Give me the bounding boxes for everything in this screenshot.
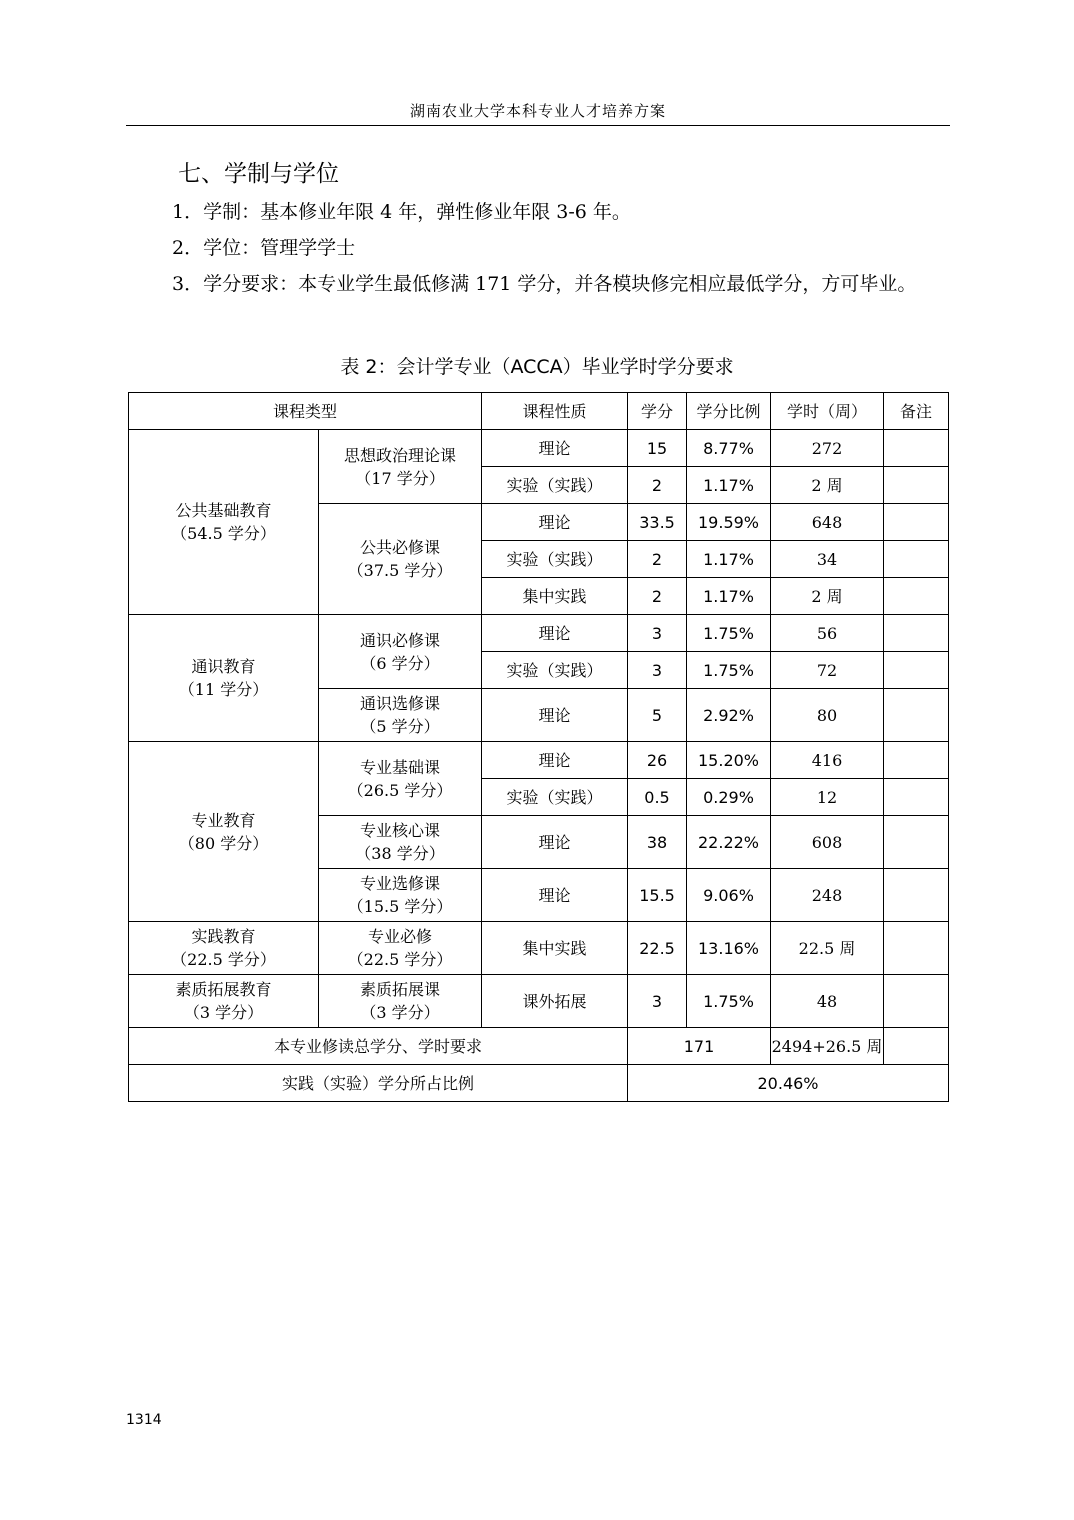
course-category bbox=[129, 922, 319, 975]
course-nature-cell: 理论 bbox=[482, 869, 628, 922]
note-cell bbox=[884, 430, 949, 467]
total-credits: 171 bbox=[628, 1028, 771, 1065]
hours-cell: 416 bbox=[771, 742, 884, 779]
course-nature-cell: 实验（实践） bbox=[482, 467, 628, 504]
credit-ratio-cell: 22.22% bbox=[687, 816, 771, 869]
subcategory-credit: （17 学分） bbox=[355, 468, 445, 488]
note-cell bbox=[884, 467, 949, 504]
table-row bbox=[129, 742, 949, 779]
category-credit: （22.5 学分） bbox=[171, 950, 276, 969]
category-name: 通识教育 bbox=[191, 657, 256, 676]
credit-ratio-cell: 9.06% bbox=[687, 869, 771, 922]
table-row bbox=[129, 615, 949, 652]
credit-cell: 33.5 bbox=[628, 504, 687, 541]
course-subcategory bbox=[319, 504, 482, 615]
total-row bbox=[129, 1028, 949, 1065]
note-cell bbox=[884, 922, 949, 975]
header-credit-ratio: 学分比例 bbox=[687, 393, 771, 430]
credit-cell: 38 bbox=[628, 816, 687, 869]
credit-ratio-cell: 8.77% bbox=[687, 430, 771, 467]
course-subcategory bbox=[319, 430, 482, 504]
header-course-nature: 课程性质 bbox=[482, 393, 628, 430]
hours-cell: 2 周 bbox=[771, 467, 884, 504]
hours-cell: 608 bbox=[771, 816, 884, 869]
note-cell bbox=[884, 689, 949, 742]
table-row bbox=[129, 922, 949, 975]
credit-cell: 15.5 bbox=[628, 869, 687, 922]
credit-cell: 2 bbox=[628, 578, 687, 615]
credit-ratio-cell: 0.29% bbox=[687, 779, 771, 816]
category-credit: （80 学分） bbox=[178, 833, 269, 853]
category-credit: （3 学分） bbox=[183, 1003, 264, 1022]
course-nature-cell: 实验（实践） bbox=[482, 541, 628, 578]
note-cell bbox=[884, 504, 949, 541]
credit-ratio-cell: 1.17% bbox=[687, 467, 771, 504]
course-nature-cell: 理论 bbox=[482, 816, 628, 869]
subcategory-name: 专业必修 bbox=[368, 927, 433, 946]
credit-ratio-cell: 1.75% bbox=[687, 975, 771, 1028]
total-label: 本专业修读总学分、学时要求 bbox=[129, 1028, 628, 1065]
hours-cell: 272 bbox=[771, 430, 884, 467]
subcategory-credit: （37.5 学分） bbox=[347, 561, 453, 580]
practice-ratio-label: 实践（实验）学分所占比例 bbox=[129, 1065, 628, 1102]
credit-cell: 5 bbox=[628, 689, 687, 742]
header-course-type: 课程类型 bbox=[129, 393, 482, 430]
total-hours: 2494+26.5 周 bbox=[771, 1028, 884, 1065]
subcategory-credit: （3 学分） bbox=[360, 1003, 440, 1022]
category-name: 素质拓展教育 bbox=[175, 980, 272, 999]
credit-cell: 15 bbox=[628, 430, 687, 467]
note-cell bbox=[884, 779, 949, 816]
credit-cell: 22.5 bbox=[628, 922, 687, 975]
credit-cell: 2 bbox=[628, 541, 687, 578]
credit-cell: 2 bbox=[628, 467, 687, 504]
course-category bbox=[129, 742, 319, 922]
note-cell bbox=[884, 742, 949, 779]
practice-ratio-value: 20.46% bbox=[628, 1065, 949, 1102]
course-category bbox=[129, 615, 319, 742]
credit-ratio-cell: 1.75% bbox=[687, 615, 771, 652]
course-subcategory bbox=[319, 816, 482, 869]
table-row bbox=[129, 430, 949, 467]
subcategory-name: 专业基础课 bbox=[360, 757, 441, 777]
course-subcategory bbox=[319, 615, 482, 689]
subcategory-credit: （15.5 学分） bbox=[347, 897, 453, 916]
note-cell bbox=[884, 869, 949, 922]
practice-ratio-row bbox=[129, 1065, 949, 1102]
subcategory-credit: （26.5 学分） bbox=[347, 780, 453, 800]
credit-requirements-table bbox=[128, 392, 949, 1102]
hours-cell: 12 bbox=[771, 779, 884, 816]
page-header: 湖南农业大学本科专业人才培养方案 bbox=[409, 102, 666, 120]
item-degree: 2．学位：管理学学士 bbox=[172, 237, 356, 259]
table-header-row bbox=[129, 393, 949, 430]
note-cell bbox=[884, 541, 949, 578]
course-category bbox=[129, 975, 319, 1028]
header-hours: 学时（周） bbox=[771, 393, 884, 430]
note-cell bbox=[884, 615, 949, 652]
course-subcategory bbox=[319, 975, 482, 1028]
credit-ratio-cell: 1.17% bbox=[687, 578, 771, 615]
credit-cell: 0.5 bbox=[628, 779, 687, 816]
course-nature-cell: 实验（实践） bbox=[482, 652, 628, 689]
subcategory-credit: （6 学分） bbox=[360, 653, 440, 673]
hours-cell: 248 bbox=[771, 869, 884, 922]
hours-cell: 72 bbox=[771, 652, 884, 689]
subcategory-credit: （22.5 学分） bbox=[347, 950, 453, 969]
credit-ratio-cell: 1.75% bbox=[687, 652, 771, 689]
course-nature-cell: 实验（实践） bbox=[482, 779, 628, 816]
course-nature-cell: 理论 bbox=[482, 689, 628, 742]
hours-cell: 22.5 周 bbox=[771, 922, 884, 975]
note-cell bbox=[884, 816, 949, 869]
item-credit-requirement: 3．学分要求：本专业学生最低修满 171 学分，并各模块修完相应最低学分，方可毕业。 bbox=[172, 273, 917, 295]
subcategory-name: 专业核心课 bbox=[360, 821, 441, 840]
subcategory-credit: （38 学分） bbox=[355, 844, 445, 863]
note-cell bbox=[884, 975, 949, 1028]
course-nature-cell: 集中实践 bbox=[482, 578, 628, 615]
subcategory-name: 通识必修课 bbox=[360, 630, 441, 650]
category-credit: （11 学分） bbox=[178, 680, 269, 699]
subcategory-credit: （5 学分） bbox=[360, 717, 440, 736]
total-note bbox=[884, 1028, 949, 1065]
subcategory-name: 素质拓展课 bbox=[360, 980, 441, 999]
hours-cell: 80 bbox=[771, 689, 884, 742]
item-duration: 1．学制：基本修业年限 4 年，弹性修业年限 3-6 年。 bbox=[172, 201, 631, 223]
header-note: 备注 bbox=[884, 393, 949, 430]
note-cell bbox=[884, 578, 949, 615]
course-subcategory bbox=[319, 922, 482, 975]
hours-cell: 56 bbox=[771, 615, 884, 652]
subcategory-name: 专业选修课 bbox=[360, 874, 441, 893]
course-nature-cell: 课外拓展 bbox=[482, 975, 628, 1028]
page-number: 1314 bbox=[126, 1412, 162, 1428]
credit-cell: 26 bbox=[628, 742, 687, 779]
course-nature-cell: 理论 bbox=[482, 430, 628, 467]
category-name: 专业教育 bbox=[191, 810, 256, 830]
course-subcategory bbox=[319, 869, 482, 922]
course-subcategory bbox=[319, 689, 482, 742]
hours-cell: 2 周 bbox=[771, 578, 884, 615]
course-subcategory bbox=[319, 742, 482, 816]
course-category bbox=[129, 430, 319, 615]
course-nature-cell: 集中实践 bbox=[482, 922, 628, 975]
subcategory-name: 公共必修课 bbox=[360, 538, 441, 557]
table-title: 表 2：会计学专业（ACCA）毕业学时学分要求 bbox=[340, 356, 734, 378]
credit-ratio-cell: 2.92% bbox=[687, 689, 771, 742]
credit-ratio-cell: 19.59% bbox=[687, 504, 771, 541]
header-credit: 学分 bbox=[628, 393, 687, 430]
credit-ratio-cell: 13.16% bbox=[687, 922, 771, 975]
category-name: 实践教育 bbox=[191, 927, 256, 946]
category-credit: （54.5 学分） bbox=[171, 524, 276, 543]
hours-cell: 48 bbox=[771, 975, 884, 1028]
credit-cell: 3 bbox=[628, 615, 687, 652]
credit-cell: 3 bbox=[628, 652, 687, 689]
credit-ratio-cell: 1.17% bbox=[687, 541, 771, 578]
section-title: 七、学制与学位 bbox=[178, 161, 339, 187]
course-nature-cell: 理论 bbox=[482, 742, 628, 779]
credit-cell: 3 bbox=[628, 975, 687, 1028]
subcategory-name: 通识选修课 bbox=[360, 694, 441, 713]
category-name: 公共基础教育 bbox=[175, 501, 272, 520]
course-nature-cell: 理论 bbox=[482, 615, 628, 652]
course-nature-cell: 理论 bbox=[482, 504, 628, 541]
credit-ratio-cell: 15.20% bbox=[687, 742, 771, 779]
header-rule bbox=[126, 125, 950, 126]
hours-cell: 648 bbox=[771, 504, 884, 541]
note-cell bbox=[884, 652, 949, 689]
table-row bbox=[129, 975, 949, 1028]
subcategory-name: 思想政治理论课 bbox=[344, 445, 457, 465]
hours-cell: 34 bbox=[771, 541, 884, 578]
